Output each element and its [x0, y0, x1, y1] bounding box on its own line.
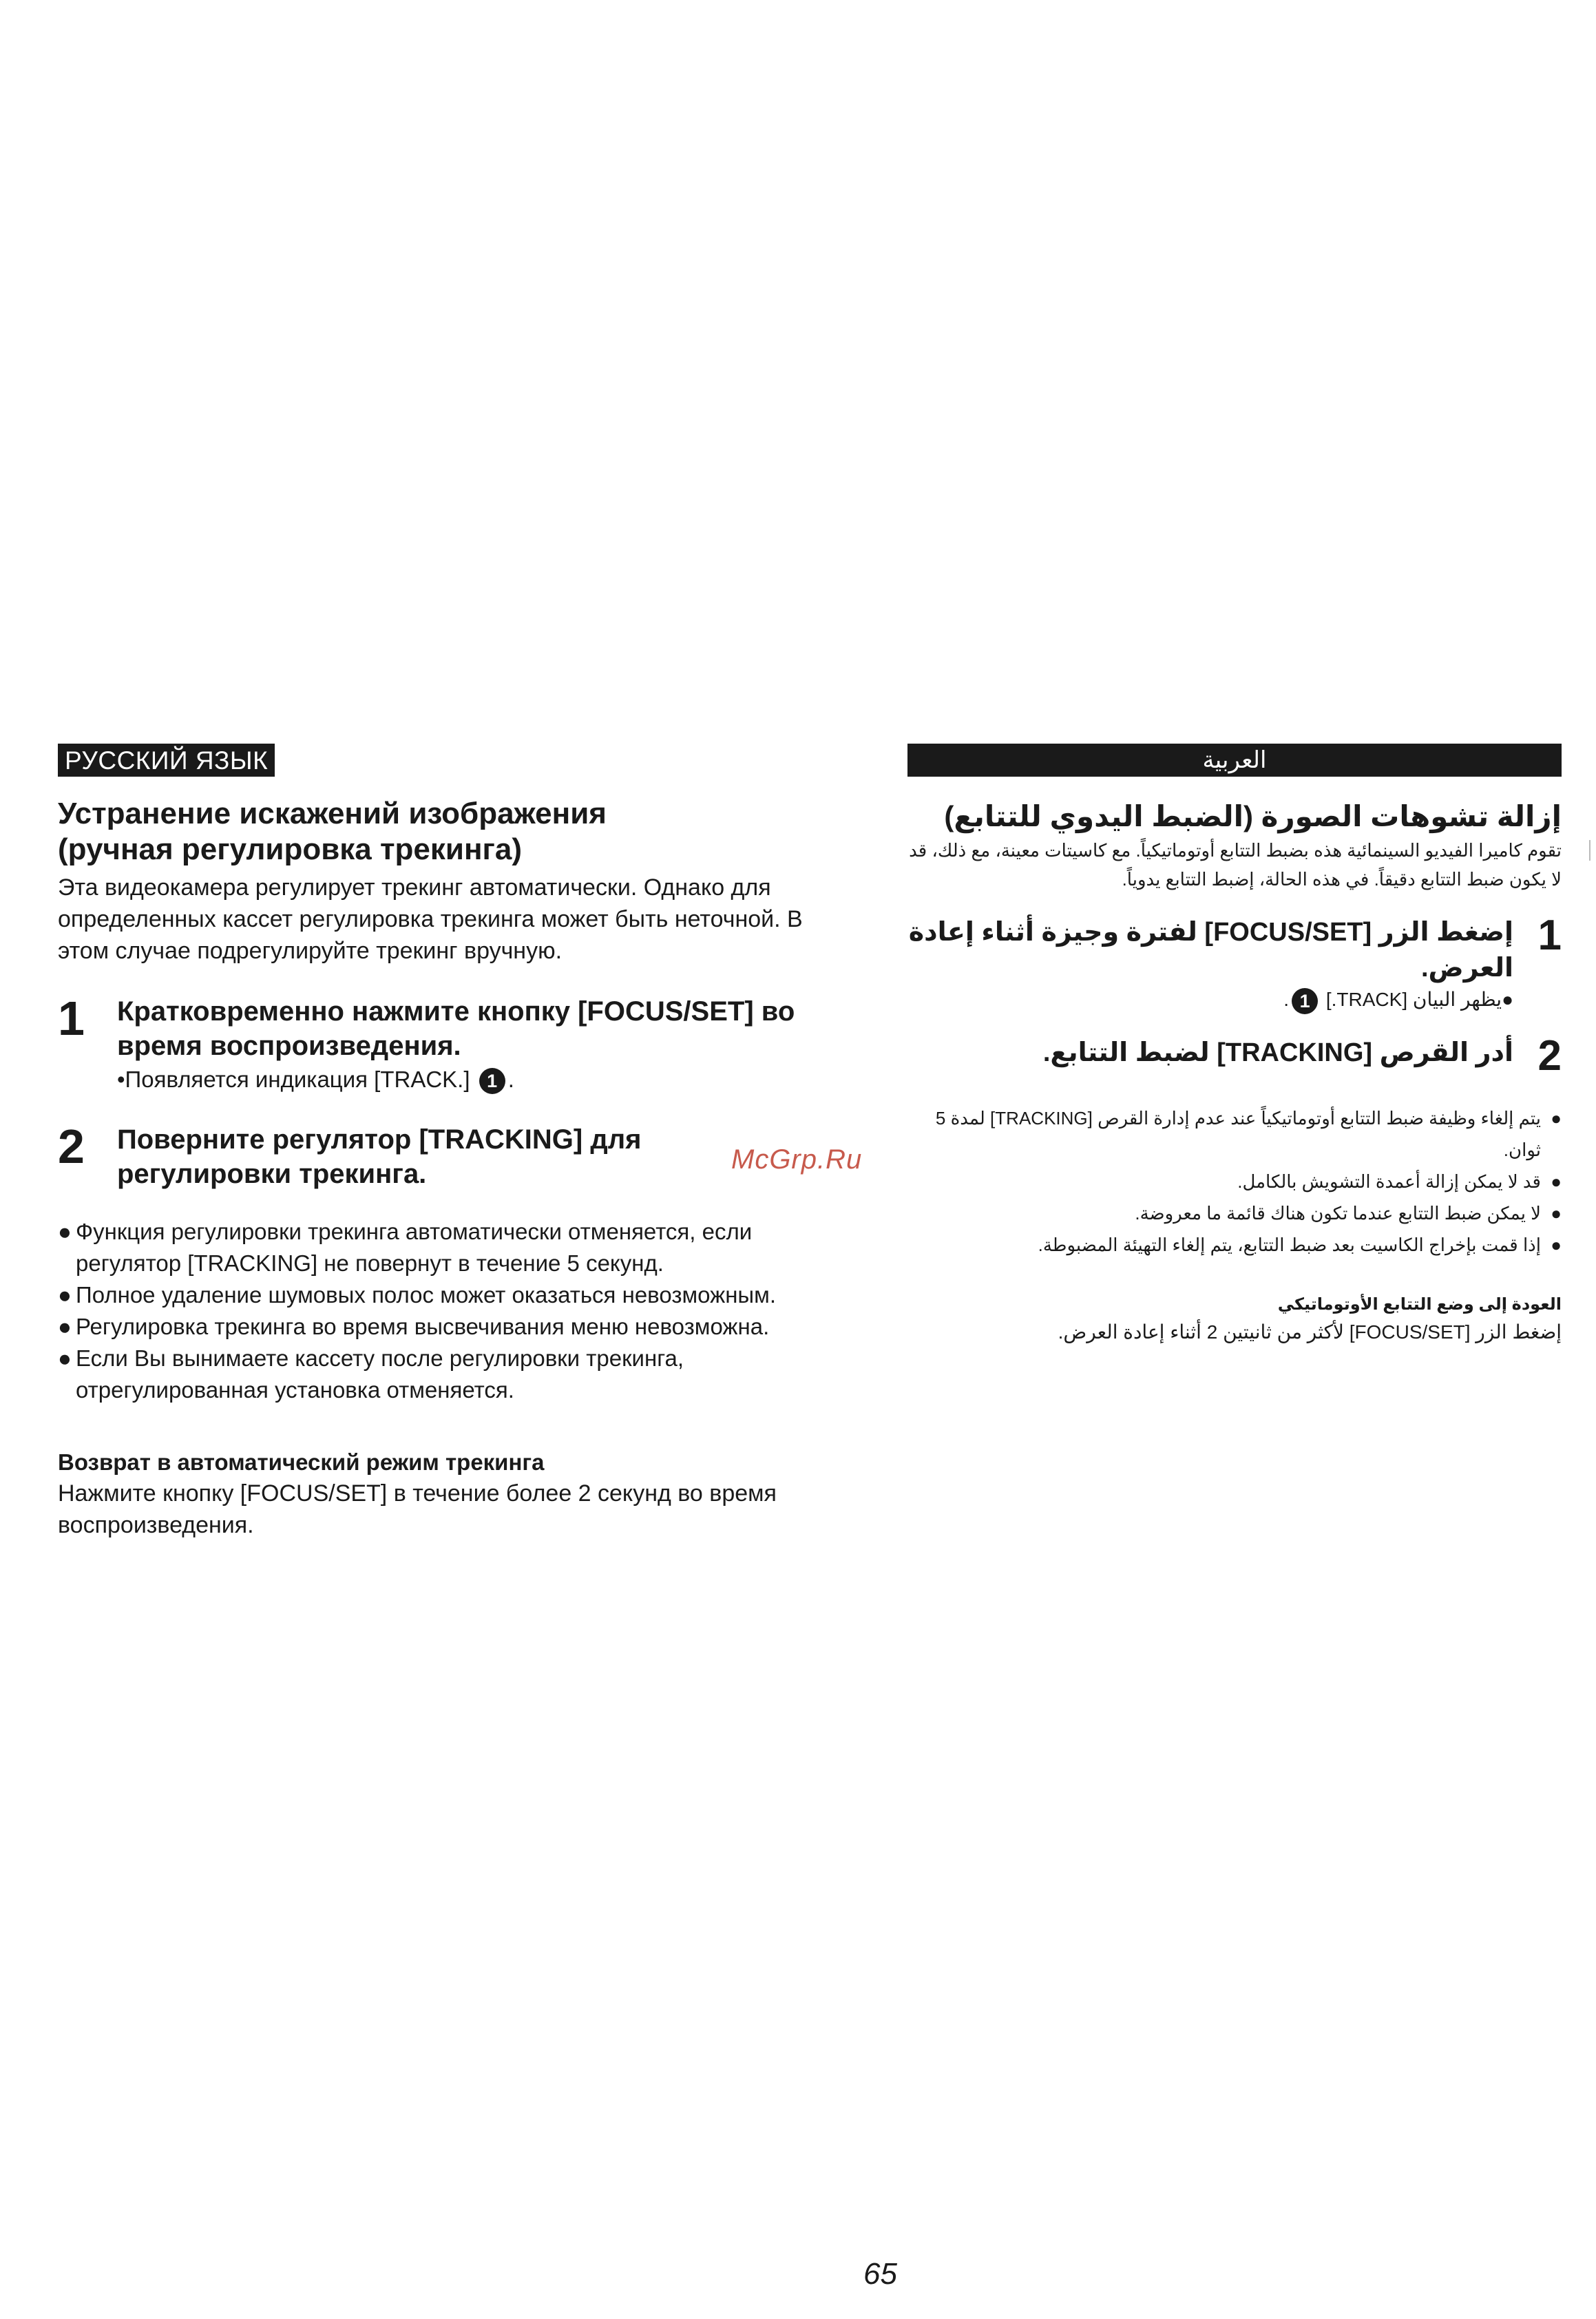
language-label-russian: РУССКИЙ ЯЗЫК: [58, 744, 275, 777]
step-number: 2: [58, 1120, 85, 1173]
page-title-russian: [58, 796, 850, 868]
bullet-icon: ●: [1551, 1202, 1562, 1224]
step-number: 1: [1537, 912, 1562, 959]
step-1: [58, 991, 850, 1095]
step-note-suffix: .: [1283, 989, 1290, 1010]
bullet-icon: ●: [1551, 1171, 1562, 1192]
step-note-suffix: .: [507, 1067, 514, 1092]
notes-list-arabic: [907, 1102, 1562, 1261]
subheading-text: Нажмите кнопку [FOCUS/SET] в течение более 2 секунд во время воспроизведения.: [58, 1480, 777, 1538]
list-item-text: لا يمكن ضبط التتابع عندما تكون هناك قائمة ما معروضة.: [1135, 1202, 1541, 1224]
title-line-2: (ручная регулировка трекинга): [58, 832, 522, 866]
circle-number-icon: 1: [1292, 988, 1318, 1014]
list-item: [58, 1311, 850, 1343]
step-2-arabic: [907, 1031, 1562, 1080]
list-item: [907, 1102, 1562, 1166]
page-title-arabic: إزالة تشوهات الصورة (الضبط اليدوي للتتابع): [944, 800, 1562, 832]
list-item: [58, 1279, 850, 1311]
bullet-icon: ●: [58, 1219, 72, 1244]
step-number: 2: [1537, 1031, 1562, 1080]
step-text: Поверните регулятор [TRACKING] для регулировки трекинга.: [117, 1124, 642, 1189]
intro-paragraph-arabic: تقوم كاميرا الفيديو السينمائية هذه بضبط التتابع أوتوماتيكياً. مع كاسيتات معينة، مع ذلك، قد لا يكون ضبط التتابع دقيقاً. في هذه الحالة، إضبط التتابع يدوياً.: [909, 840, 1562, 890]
list-item: [907, 1197, 1562, 1229]
list-item-text: يتم إلغاء وظيفة ضبط التتابع أوتوماتيكياً عند عدم إدارة القرص [TRACKING] لمدة 5 ثوان.: [935, 1107, 1541, 1160]
step-note-text: ●يظهر البيان [TRACK.]: [1325, 989, 1513, 1010]
notes-list: [58, 1216, 850, 1406]
step-body: [117, 994, 850, 1095]
title-line-1: Устранение искажений изображения: [58, 797, 607, 830]
list-item-text: Регулировка трекинга во время высвечивания меню невозможна.: [76, 1314, 770, 1339]
list-item: [907, 1229, 1562, 1261]
list-item-text: إذا قمت بإخراج الكاسيت بعد ضبط التتابع، يتم إلغاء التهيئة المضبوطة.: [1038, 1234, 1541, 1255]
circle-number-icon: 1: [479, 1068, 505, 1094]
step-text: أدر القرص [TRACKING] لضبط التتابع.: [1042, 1038, 1513, 1067]
list-item: [907, 1166, 1562, 1197]
russian-column: [58, 744, 850, 1541]
list-item-text: Функция регулировки трекинга автоматически отменяется, если регулятор [TRACKING] не повернут в течение 5 секунд.: [76, 1219, 753, 1276]
watermark: McGrp.Ru: [731, 1144, 863, 1175]
margin-mark: [1589, 840, 1590, 861]
step-note-text: •Появляется индикация [TRACK.]: [117, 1067, 470, 1092]
bullet-icon: ●: [1551, 1107, 1562, 1129]
step-note: [117, 1064, 850, 1095]
language-label-arabic: العربية: [907, 744, 1562, 777]
list-item: [58, 1343, 850, 1406]
list-item-text: Полное удаление шумовых полос может оказаться невозможным.: [76, 1282, 776, 1308]
step-body: [907, 914, 1513, 1014]
list-item-text: Если Вы вынимаете кассету после регулировки трекинга, отрегулированная установка отменяется.: [76, 1345, 684, 1403]
arabic-column: [907, 744, 1562, 1346]
bullet-icon: ●: [1551, 1234, 1562, 1255]
bullet-icon: ●: [58, 1314, 72, 1339]
subheading-text-arabic: إضغط الزر [FOCUS/SET] لأكثر من ثانيتين 2 أثناء إعادة العرض.: [1058, 1321, 1562, 1343]
step-1-arabic: [907, 914, 1562, 1014]
list-item-text: قد لا يمكن إزالة أعمدة التشويش بالكامل.: [1237, 1171, 1541, 1192]
list-item: [58, 1216, 850, 1279]
step-note: [907, 986, 1513, 1014]
step-body: [907, 1035, 1513, 1071]
step-number: 1: [58, 991, 85, 1045]
page-number: 65: [863, 2257, 897, 2291]
intro-paragraph: Эта видеокамера регулирует трекинг автоматически. Однако для определенных кассет регулировка трекинга может быть неточной. В этом случае подрегулируйте трекинг вручную.: [58, 874, 803, 964]
subheading-auto-tracking-arabic: العودة إلى وضع التتابع الأوتوماتيكي: [1277, 1294, 1562, 1314]
bullet-icon: ●: [58, 1282, 72, 1308]
bullet-icon: ●: [58, 1345, 72, 1371]
step-text: إضغط الزر [FOCUS/SET] لفترة وجيزة أثناء إعادة العرض.: [908, 918, 1513, 983]
step-text: Кратковременно нажмите кнопку [FOCUS/SET] во время воспроизведения.: [117, 996, 795, 1061]
subheading-auto-tracking: Возврат в автоматический режим трекинга: [58, 1449, 545, 1475]
